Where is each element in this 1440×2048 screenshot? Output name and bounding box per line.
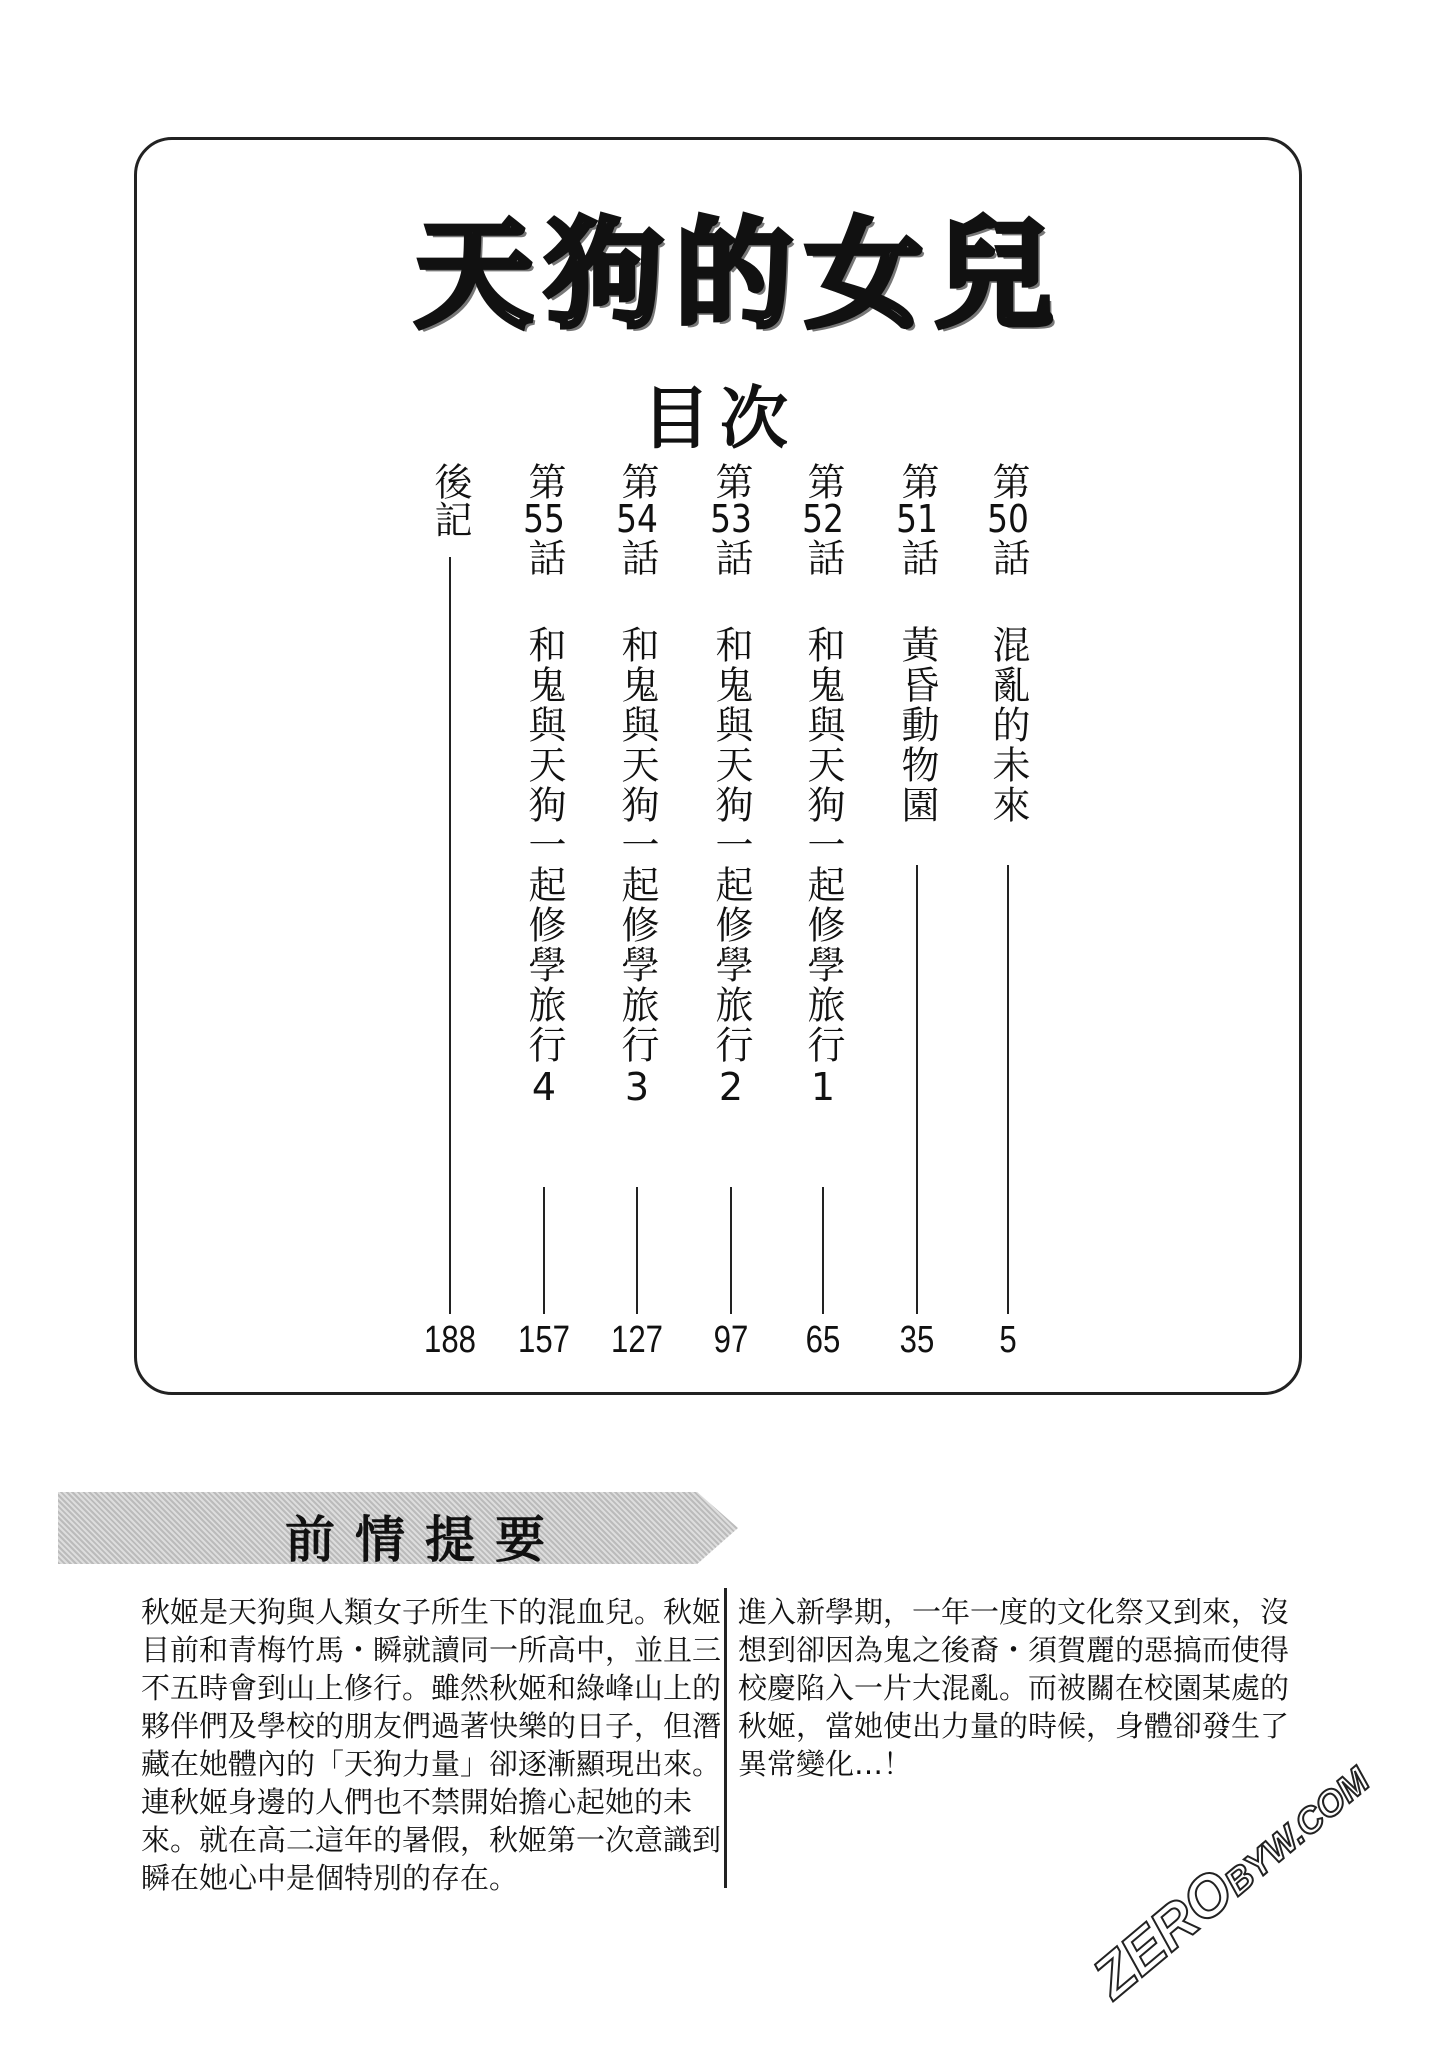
chapter-suffix: 話 (709, 538, 753, 576)
chapter-title: 和鬼與天狗一起修學旅行4 (522, 625, 566, 1111)
chapter-title: 黃昏動物園 (895, 625, 939, 825)
watermark-small: BYW.COM (1216, 1759, 1377, 1904)
chapter-number: 52 (802, 500, 844, 538)
book-title: 天狗的女兒 (414, 205, 1065, 344)
watermark-logo (1080, 1744, 1381, 2012)
chapter-label (427, 462, 473, 538)
chapter-label (614, 462, 660, 576)
chapter-label (521, 462, 567, 576)
toc-entry[interactable] (701, 462, 761, 1362)
leader-line (730, 1187, 732, 1314)
chapter-number: 55 (523, 500, 565, 538)
leader-line (822, 1187, 824, 1314)
chapter-suffix: 話 (895, 538, 939, 576)
watermark-big: ZERO (1080, 1857, 1246, 2011)
chapter-prefix: 第 (709, 462, 753, 500)
toc-entry[interactable] (793, 462, 853, 1362)
toc-entry[interactable] (887, 462, 947, 1362)
chapter-suffix: 話 (986, 538, 1030, 576)
toc-entry[interactable] (420, 462, 480, 1362)
chapter-prefix: 第 (522, 462, 566, 500)
page-number: 127 (611, 1319, 663, 1361)
leader-line (543, 1187, 545, 1314)
leader-line (916, 865, 918, 1314)
chapter-prefix: 第 (895, 462, 939, 500)
synopsis-right-text: 進入新學期，一年一度的文化祭又到來，沒想到卻因為鬼之後裔・須賀麗的惡搞而使得校慶陷入一片大混亂。而被關在校園某處的秋姬，當她使出力量的時候，身體卻發生了異常變化…！ (738, 1595, 1290, 1781)
page-number: 35 (899, 1319, 935, 1361)
chapter-number: 50 (987, 500, 1029, 538)
chapter-title: 混亂的未來 (986, 625, 1030, 825)
leader-line (449, 557, 451, 1314)
toc-entry[interactable] (978, 462, 1038, 1362)
chapter-number: 51 (896, 500, 938, 538)
chapter-prefix: 第 (986, 462, 1030, 500)
toc-heading: 目次 (641, 379, 798, 459)
synopsis-heading: 前情提要 (285, 1511, 565, 1569)
chapter-prefix: 第 (615, 462, 659, 500)
chapter-prefix: 後記 (428, 462, 472, 538)
chapter-suffix: 話 (801, 538, 845, 576)
leader-line (1007, 865, 1009, 1314)
synopsis-left-text: 秋姬是天狗與人類女子所生下的混血兒。秋姬目前和青梅竹馬・瞬就讀同一所高中，並且三不五時會到山上修行。雖然秋姬和綠峰山上的夥伴們及學校的朋友們過著快樂的日子，但潛藏在她體內的「天狗力量」卻逐漸顯現出來。連秋姬身邊的人們也不禁開始擔心起她的未來。就在高二這年的暑假，秋姬第一次意識到瞬在她心中是個特別的存在。 (141, 1595, 722, 1895)
chapter-label (985, 462, 1031, 576)
chapter-title: 和鬼與天狗一起修學旅行2 (709, 625, 753, 1111)
chapter-label (894, 462, 940, 576)
toc-entry[interactable] (607, 462, 667, 1362)
chapter-label (800, 462, 846, 576)
chapter-title: 和鬼與天狗一起修學旅行3 (615, 625, 659, 1111)
page-number: 188 (424, 1319, 476, 1361)
page-number: 65 (805, 1319, 841, 1361)
chapter-title: 和鬼與天狗一起修學旅行1 (801, 625, 845, 1111)
chapter-suffix: 話 (522, 538, 566, 576)
page-number: 157 (518, 1319, 570, 1361)
chapter-number: 54 (616, 500, 658, 538)
chapter-suffix: 話 (615, 538, 659, 576)
page-number: 5 (999, 1319, 1017, 1361)
chapter-prefix: 第 (801, 462, 845, 500)
toc-entry[interactable] (514, 462, 574, 1362)
synopsis-divider (724, 1588, 727, 1888)
chapter-label (708, 462, 754, 576)
page-number: 97 (713, 1319, 749, 1361)
chapter-number: 53 (710, 500, 752, 538)
leader-line (636, 1187, 638, 1314)
